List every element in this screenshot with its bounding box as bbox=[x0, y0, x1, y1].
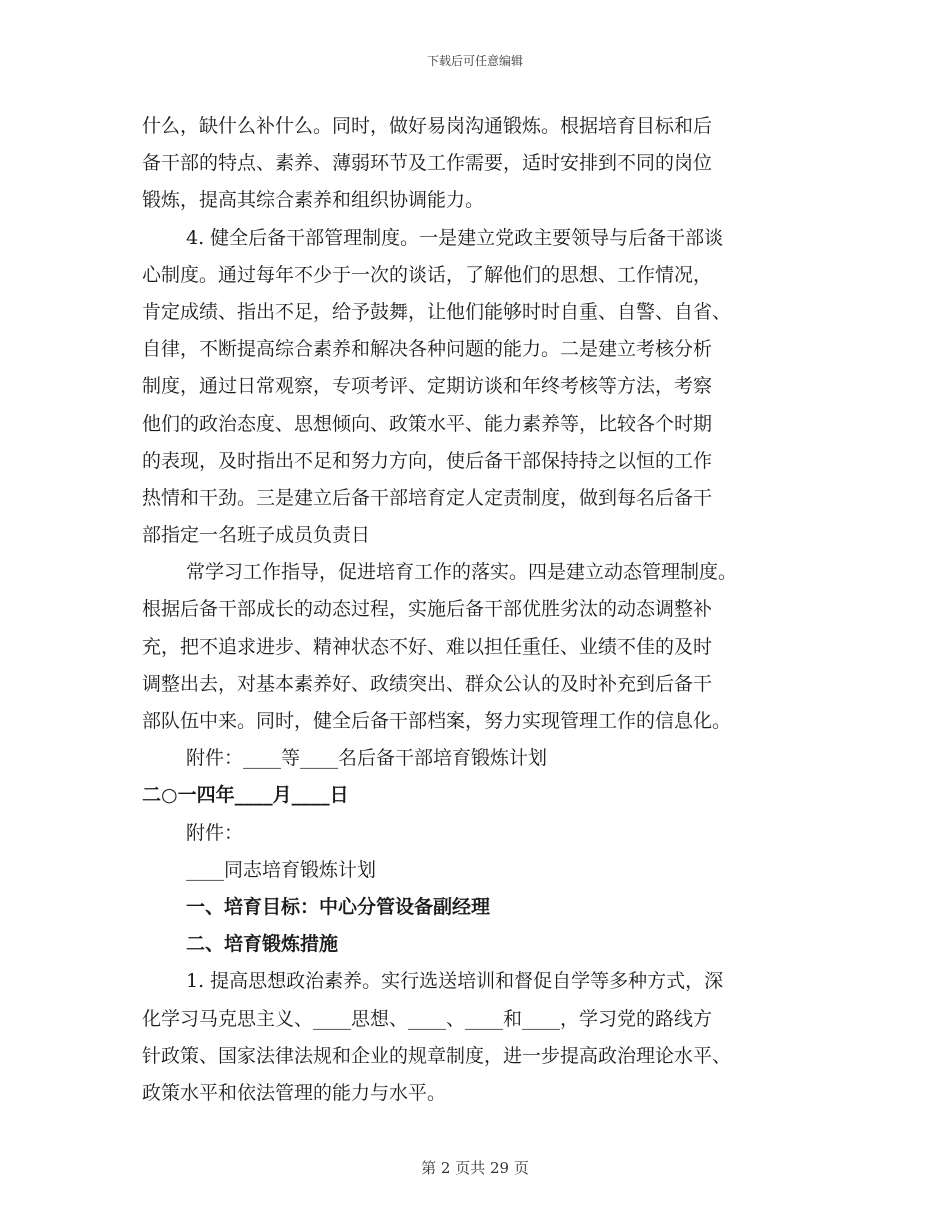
heading-line: 一、培育目标：中心分管设备副经理 bbox=[186, 895, 491, 918]
paragraph-line: 根据后备干部成长的动态过程，实施后备干部优胜劣汰的动态调整补 bbox=[142, 598, 713, 621]
paragraph-line: 部队伍中来。同时，健全后备干部档案，努力实现管理工作的信息化。 bbox=[142, 710, 732, 732]
paragraph-line: 政策水平和依法管理的能力与水平。 bbox=[142, 1081, 447, 1104]
paragraph-line: 热情和干劲。三是建立后备干部培育定人定责制度，做到每名后备干 bbox=[142, 486, 713, 509]
page-header: 下载后可任意编辑 bbox=[426, 54, 523, 68]
paragraph-line: 心制度。通过每年不少于一次的谈话，了解他们的思想、工作情况， bbox=[142, 263, 713, 286]
paragraph-line: 化学习马克思主义、____思想、____、____和____，学习党的路线方 bbox=[142, 1007, 713, 1030]
paragraph-line: 锻炼，提高其综合素养和组织协调能力。 bbox=[142, 189, 485, 212]
paragraph-line: 肯定成绩、指出不足，给予鼓舞，让他们能够时时自重、自警、自省、 bbox=[142, 300, 732, 323]
paragraph-line: 制度，通过日常观察，专项考评、定期访谈和年终考核等方法，考察 bbox=[142, 375, 713, 398]
paragraph-line: 他们的政治态度、思想倾向、政策水平、能力素养等，比较各个时期 bbox=[142, 412, 713, 435]
paragraph-line: 的表现，及时指出不足和努力方向，使后备干部保持持之以恒的工作 bbox=[142, 449, 713, 472]
paragraph-line: 部指定一名班子成员负责日 bbox=[142, 524, 371, 547]
heading-line: 二○一四年____月____日 bbox=[142, 784, 349, 807]
paragraph-line: 自律，不断提高综合素养和解决各种问题的能力。二是建立考核分析 bbox=[142, 338, 713, 361]
paragraph-line: 4. 健全后备干部管理制度。一是建立党政主要领导与后备干部谈 bbox=[186, 226, 724, 249]
paragraph-line: ____同志培育锻炼计划 bbox=[186, 858, 377, 881]
paragraph-line: 针政策、国家法律法规和企业的规章制度，进一步提高政治理论水平、 bbox=[142, 1044, 732, 1067]
paragraph-line: 什么，缺什么补什么。同时，做好易岗沟通锻炼。根据培育目标和后 bbox=[142, 115, 713, 137]
paragraph-line: 附件：____等____名后备干部培育锻炼计划 bbox=[186, 747, 548, 770]
heading-line: 二、培育锻炼措施 bbox=[186, 933, 339, 956]
paragraph-line: 附件： bbox=[186, 821, 244, 844]
page-footer: 第 2 页共 29 页 bbox=[421, 1159, 529, 1177]
paragraph-line: 调整出去，对基本素养好、政绩突出、群众公认的及时补充到后备干 bbox=[142, 672, 713, 695]
paragraph-line: 备干部的特点、素养、薄弱环节及工作需要，适时安排到不同的岗位 bbox=[142, 152, 713, 175]
paragraph-line: 1. 提高思想政治素养。实行选送培训和督促自学等多种方式，深 bbox=[186, 970, 724, 993]
paragraph-line: 充，把不追求进步、精神状态不好、难以担任重任、业绩不佳的及时 bbox=[142, 635, 713, 658]
paragraph-line: 常学习工作指导，促进培育工作的落实。四是建立动态管理制度。 bbox=[186, 561, 738, 584]
document-body bbox=[142, 108, 812, 1112]
